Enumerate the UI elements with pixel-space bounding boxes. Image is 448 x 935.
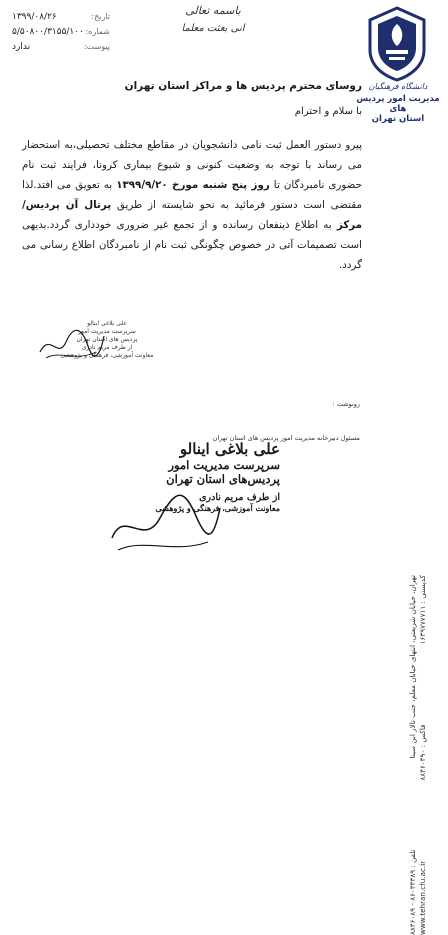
cc-label: رونوشت : [332, 400, 360, 408]
greeting: با سلام و احترام [294, 106, 362, 117]
footer-postal: کدپستی : ۱۶۳۹۷۷۷۷۱۱ [418, 575, 427, 645]
cc-line: مسئول دبیرخانه مدیریت امور پردیس های استان تهران [212, 434, 360, 442]
number-value: ۵/۵۰۸۰۰/۳۱۵۵/۱۰۰ [12, 27, 84, 37]
sig-small-line4: از طرف مریم نادری [81, 344, 133, 351]
signer-title1: سرپرست مدیریت امور [168, 458, 280, 472]
university-logo-icon [366, 6, 428, 82]
attachment-value: ندارد [12, 42, 31, 52]
sig-small-line2: سرپرست مدیریت امور [78, 328, 136, 335]
paragraph-part1: پیرو دستور العمل ثبت نامی دانشجویان در مقاطع مختلف تحصیلی،به استحضار می رساند با توجه به وضعیت کنونی و شیوع بیماری کرونا، فرایند ثبت نام حضوری نامبردگان تا [22, 139, 363, 191]
signer-name: علی بلاغی اینالو [179, 440, 280, 458]
sig-small-line5: معاونت آموزشی، فرهنگی و پژوهشی [60, 352, 154, 359]
date-value: ۱۳۹۹/۰۸/۲۶ [12, 12, 57, 22]
letter-meta [10, 12, 110, 57]
footer-fax: فاکس : ۸۸۴۶۰۴۹۰ [418, 724, 427, 781]
paragraph-part2: به تعویق می افتد.لذا مقتضی است دستور فرمائید به نحو شایسته از طریق [22, 179, 362, 211]
signature-block [120, 440, 280, 513]
dept-line2: استان تهران [371, 114, 425, 124]
footer-web: www.tehran.cfu.ac.ir [418, 860, 427, 935]
addressee: روسای محترم پردیس ها و مراکز استان تهران [124, 80, 362, 92]
attachment-label: پیوست: [83, 42, 110, 51]
footer-address: تهران، خیابان شریعتی، انتهای خیابان معلم، جنب تالار ابن سینا [408, 575, 417, 759]
paragraph-date-bold: روز پنج شنبه مورخ ۱۳۹۹/۹/۲۰ [116, 179, 270, 191]
number-label: شماره: [85, 27, 110, 36]
org-block [356, 82, 440, 124]
date-label: تاریخ: [91, 12, 110, 21]
footer-strip-address [408, 575, 417, 935]
basmala-line2: انی بعثت معلما [181, 23, 245, 34]
letter-body [22, 80, 362, 275]
main-paragraph [22, 135, 362, 275]
basmala-line1: باسمه تعالی [185, 4, 241, 17]
signature-scribble-icon [36, 322, 106, 364]
sig-small-line1: علی بلاغی اینالو [87, 320, 127, 327]
signer-by-title: معاونت آموزشی، فرهنگی و پژوهشی [155, 503, 280, 513]
footer-phone: تلفن : ۸۶۰۳۴۳۸۹ - ۸۸۴۶۰۸۹ [408, 849, 417, 935]
footer-strip-contact [418, 575, 427, 935]
university-name: دانشگاه فرهنگیان [368, 82, 428, 91]
paragraph-part3: به اطلاع ذینفعان رسانده و از تجمع غیر ضروری خودداری گردد.بدیهی است تصمیمات آتی در خصوص چگونگی ثبت نام از نامبردگان اطلاع رسانی می گردد. [22, 219, 362, 271]
basmala [158, 4, 268, 34]
signer-title2: پردیس‌های استان تهران [166, 472, 280, 486]
dept-line1: مدیریت امور پردیس های [356, 94, 440, 114]
sig-small-line3: پردیس های استان تهران [76, 336, 138, 343]
electronic-signature [42, 320, 172, 360]
paragraph-portal-bold: پرتال آن پردیس/ مرکز [22, 199, 362, 231]
signer-by: از طرف مریم نادری [199, 492, 280, 503]
cc-block [70, 400, 360, 442]
